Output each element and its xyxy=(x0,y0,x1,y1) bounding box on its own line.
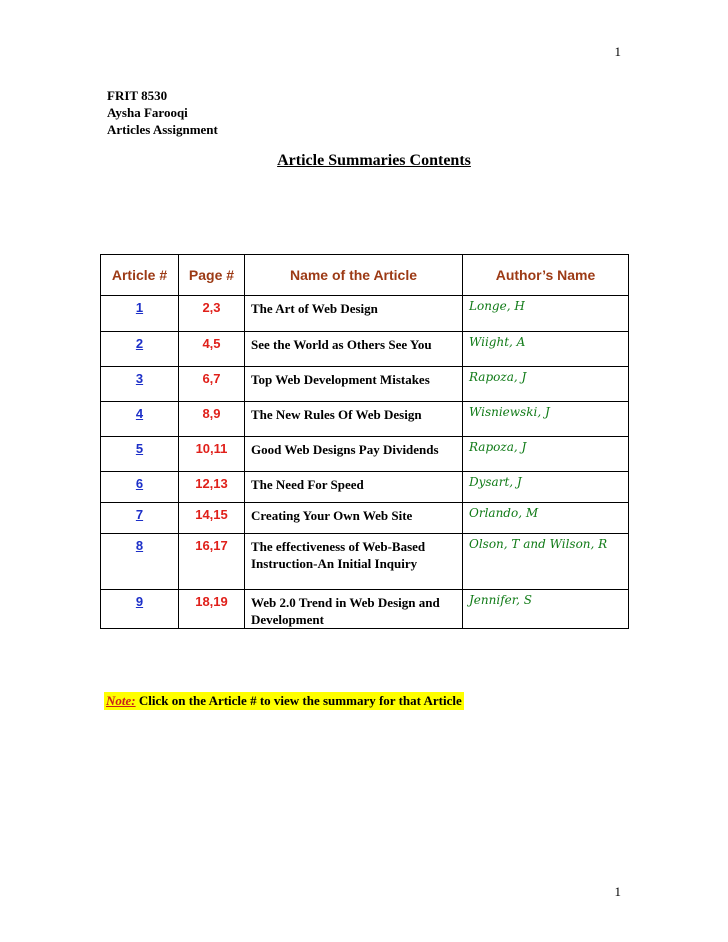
article-author: Longe, H xyxy=(463,296,629,332)
article-title: Creating Your Own Web Site xyxy=(245,503,463,534)
article-author: Rapoza, J xyxy=(463,437,629,472)
table-row xyxy=(101,437,629,472)
page-range: 18,19 xyxy=(179,590,245,629)
page-range: 14,15 xyxy=(179,503,245,534)
article-author: Olson, T and Wilson, R xyxy=(463,534,629,590)
column-header-article-number: Article # xyxy=(101,255,179,296)
column-header-article-name: Name of the Article xyxy=(245,255,463,296)
table-row xyxy=(101,590,629,629)
page-title: Article Summaries Contents xyxy=(277,152,471,169)
assignment-name: Articles Assignment xyxy=(107,122,218,137)
article-link-5[interactable]: 5 xyxy=(135,441,144,456)
article-author: Rapoza, J xyxy=(463,367,629,402)
page-range: 12,13 xyxy=(179,472,245,503)
article-link-3[interactable]: 3 xyxy=(135,371,144,386)
article-author: Jennifer, S xyxy=(463,590,629,629)
document-header xyxy=(107,87,218,138)
table-row xyxy=(101,503,629,534)
article-title: Good Web Designs Pay Dividends xyxy=(245,437,463,472)
table-row xyxy=(101,367,629,402)
page-number-bottom: 1 xyxy=(614,884,621,899)
article-author: Orlando, M xyxy=(463,503,629,534)
table-row xyxy=(101,296,629,332)
course-code: FRIT 8530 xyxy=(107,88,168,103)
page-range: 10,11 xyxy=(179,437,245,472)
instruction-note xyxy=(104,692,464,710)
article-link-4[interactable]: 4 xyxy=(135,406,144,421)
page-range: 8,9 xyxy=(179,402,245,437)
article-link-2[interactable]: 2 xyxy=(135,336,144,351)
article-title: Web 2.0 Trend in Web Design and Development xyxy=(245,590,463,629)
article-title: See the World as Others See You xyxy=(245,332,463,367)
article-title: The effectiveness of Web-Based Instruction-An Initial Inquiry xyxy=(245,534,463,590)
column-header-page-number: Page # xyxy=(179,255,245,296)
note-text: Click on the Article # to view the summary for that Article xyxy=(135,693,462,708)
page-range: 4,5 xyxy=(179,332,245,367)
column-header-author-name: Author’s Name xyxy=(463,255,629,296)
article-link-1[interactable]: 1 xyxy=(135,300,144,315)
contents-table xyxy=(100,254,629,629)
table-row xyxy=(101,472,629,503)
article-link-7[interactable]: 7 xyxy=(135,507,144,522)
author-name: Aysha Farooqi xyxy=(107,105,188,120)
page-range: 16,17 xyxy=(179,534,245,590)
article-author: Wiight, A xyxy=(463,332,629,367)
table-row xyxy=(101,534,629,590)
article-author: Wisniewski, J xyxy=(463,402,629,437)
article-title: The Art of Web Design xyxy=(245,296,463,332)
table-row xyxy=(101,332,629,367)
page-range: 2,3 xyxy=(179,296,245,332)
article-title: The New Rules Of Web Design xyxy=(245,402,463,437)
article-link-8[interactable]: 8 xyxy=(135,538,144,553)
article-title: Top Web Development Mistakes xyxy=(245,367,463,402)
note-label: Note: xyxy=(106,693,136,708)
page-number-top: 1 xyxy=(614,44,621,59)
table-header-row xyxy=(101,255,629,296)
article-link-6[interactable]: 6 xyxy=(135,476,144,491)
article-title: The Need For Speed xyxy=(245,472,463,503)
article-author: Dysart, J xyxy=(463,472,629,503)
page-range: 6,7 xyxy=(179,367,245,402)
table-row xyxy=(101,402,629,437)
article-link-9[interactable]: 9 xyxy=(135,594,144,609)
